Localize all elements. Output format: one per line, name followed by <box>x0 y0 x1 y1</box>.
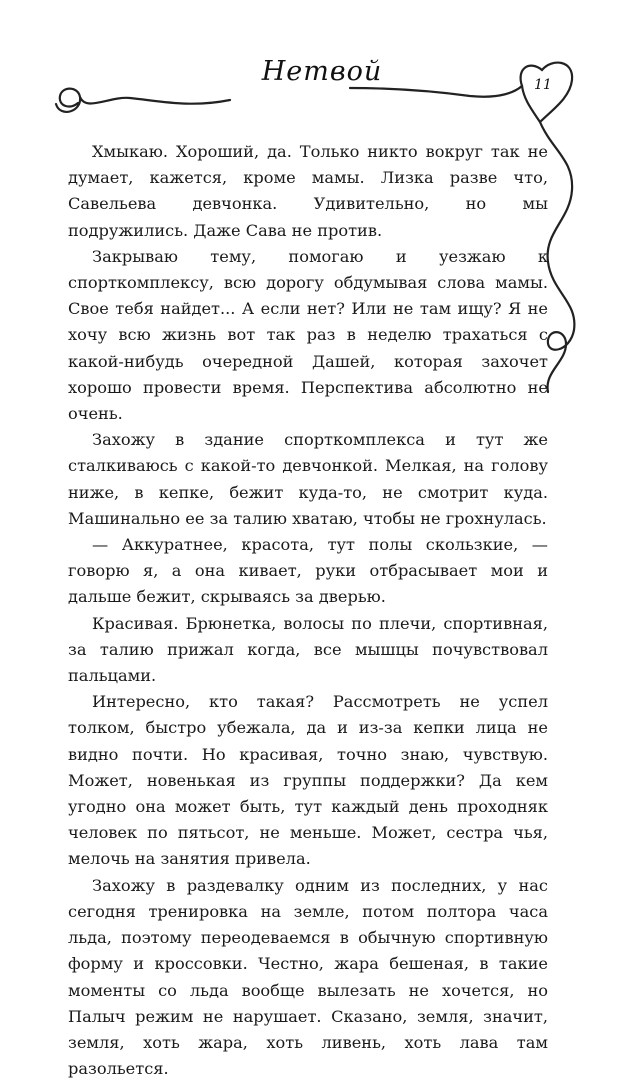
paragraph: Захожу в здание спорткомплекса и тут же сталкиваюсь с какой-то девчонкой. Мелкая, на голову ниже, в кепке, бежит куда-то, не смотрит куда. Машинально ее за талию хватаю, чтобы не грохнулась. <box>68 430 548 528</box>
right-swirl-line <box>350 86 522 97</box>
paragraph: Захожу в раздевалку одним из последних, у нас сегодня тренировка на земле, потом полтора часа льда, поэтому переодеваемся в обычную спортивную форму и кроссовки. Честно, жара бешеная, в такие моменты со льда вообще вылезать не хочется, но Палыч режим не нарушает. Сказано, земля, значит, земля, хоть жара, хоть ливень, хоть лава там разольется. <box>68 875 548 1079</box>
paragraph: Хмыкаю. Хороший, да. Только никто вокруг так не думает, кажется, кроме мамы. Лизка разве что, Савельева девчонка. Удивительно, но мы подружились. Даже Сава не против. <box>68 142 548 240</box>
body-text <box>68 139 548 1082</box>
page-header-title: Нетвой <box>261 56 383 87</box>
left-swirl-ornament <box>56 89 230 112</box>
paragraph: Интересно, кто такая? Рассмотреть не успел толком, быстро убежала, да и из-за кепки лица не видно почти. Но красивая, точно знаю, чувствую. Может, новенькая из группы поддержки? Да кем угодно она может быть, тут каждый день проходняк человек по пятьсот, не меньше. Может, сестра чья, мелочь на занятия привела. <box>68 692 548 869</box>
paragraph: — Аккуратнее, красота, тут полы скользкие, — говорю я, а она кивает, руки отбрасывает мои и дальше бежит, скрываясь за дверью. <box>68 535 548 607</box>
paragraph: Закрываю тему, помогаю и уезжаю к спорткомплексу, всю дорогу обдумывая слова мамы. Свое тебя найдет... А если нет? Или не там ищу? Я не хочу всю жизнь вот так раз в неделю трахаться с какой-нибудь очередной Дашей, которая захочет хорошо провести время. Перспектива абсолютно не очень. <box>68 246 548 424</box>
page-number: 11 <box>534 77 552 93</box>
paragraph: Красивая. Брюнетка, волосы по плечи, спортивная, за талию прижал когда, все мышцы почувствовал пальцами. <box>68 613 548 686</box>
